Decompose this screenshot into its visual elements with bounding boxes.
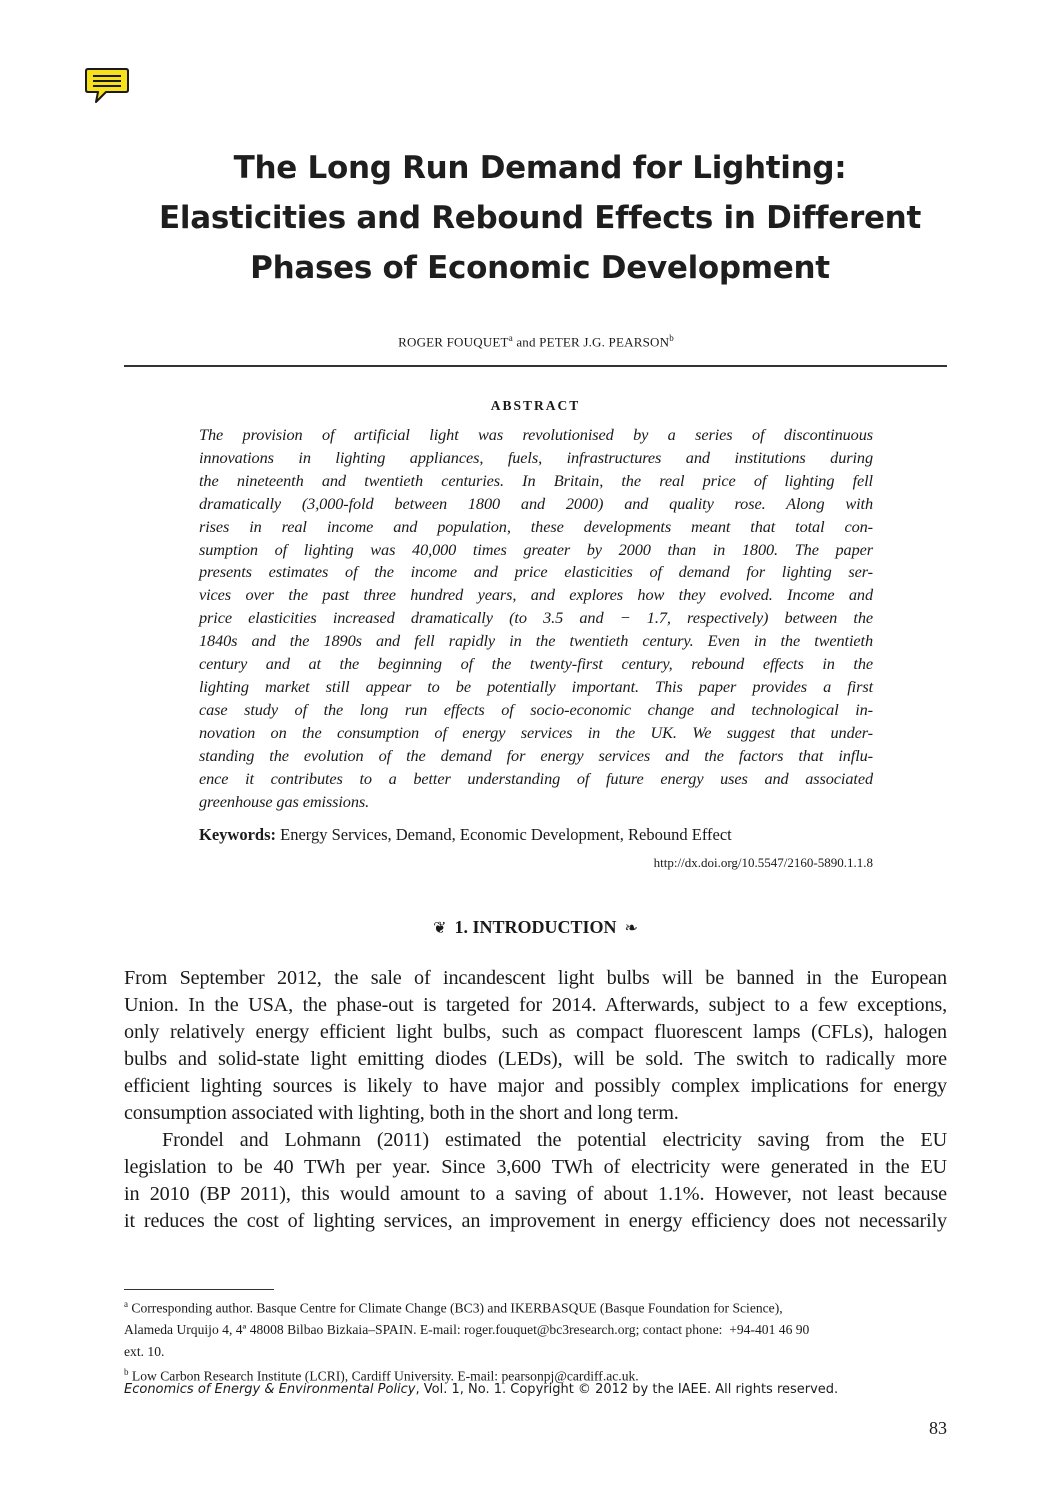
footnote-mark: a [124,1299,128,1309]
author-name: PETER J.G. PEARSON [539,334,670,350]
body-line: From September 2012, the sale of incandescent light bulbs will be banned in the European [124,967,947,989]
ornament-left-icon: ❦ [433,920,447,937]
abstract-line: standing the evolution of the demand for energy services and the factors that influ- [199,745,873,765]
abstract-line: the nineteenth and twentieth centuries. In Britain, the real price of lighting fell [199,470,873,490]
journal-name: Economics of Energy & Environmental Policy [124,1382,416,1397]
abstract-line: greenhouse gas emissions. [199,791,370,811]
paper-title [100,143,980,293]
section-heading-text: 1. INTRODUCTION [454,917,617,937]
body-line: in 2010 (BP 2011), this would amount to a saving of about 1.1%. However, not least because [124,1183,947,1205]
footnote-divider [124,1289,274,1290]
abstract-line: sumption of lighting was 40,000 times greater by 2000 than in 1800. The paper [199,539,873,559]
body-line: consumption associated with lighting, both in the short and long term. [124,1102,679,1124]
title-line: The Long Run Demand for Lighting: [233,150,847,186]
body-line: Frondel and Lohmann (2011) estimated the potential electricity saving from the EU [162,1129,947,1151]
abstract-line: innovations in lighting appliances, fuels, infrastructures and institutions during [199,447,873,467]
footnote-text: ext. 10. [124,1343,165,1359]
body-line: only relatively energy efficient light bulbs, such as compact fluorescent lamps (CFLs), halogen [124,1021,947,1043]
journal-details: , Vol. 1, No. 1. Copyright © 2012 by the IAEE. All rights reserved. [415,1382,839,1397]
body-line: it reduces the cost of lighting services, an improvement in energy efficiency does not necessarily [124,1210,947,1232]
body-line: bulbs and solid-state light emitting diodes (LEDs), will be sold. The switch to radically more [124,1048,947,1070]
abstract-line: century and at the beginning of the twenty-first century, rebound effects in the [199,654,873,674]
abstract-line: novation on the consumption of energy services in the UK. We suggest that under- [199,722,873,742]
section-heading [124,917,947,938]
abstract-line: 1840s and the 1890s and fell rapidly in the twentieth century. Even in the twentieth [199,631,873,651]
abstract-line: presents estimates of the income and price elasticities of demand for lighting ser- [199,562,873,582]
page-number: 83 [929,1418,947,1438]
abstract-line: dramatically (3,000-fold between 1800 and 2000) and quality rose. Along with [199,493,873,513]
abstract-heading: ABSTRACT [490,398,581,413]
journal-citation [124,1382,838,1397]
author-affiliation-mark: a [508,333,513,343]
header-divider [124,365,947,367]
title-line: Elasticities and Rebound Effects in Different [159,200,921,236]
abstract-line: The provision of artificial light was revolutionised by a series of discontinuous [199,425,873,444]
body-line: Union. In the USA, the phase-out is targeted for 2014. Afterwards, subject to a few exceptions, [124,994,947,1016]
body-line: efficient lighting sources is likely to have major and possibly complex implications for energy [124,1075,947,1097]
doi-link[interactable]: http://dx.doi.org/10.5547/2160-5890.1.1.8 [653,855,873,870]
title-line: Phases of Economic Development [250,250,830,286]
abstract-line: lighting market still appear to be potentially important. This paper provides a first [199,676,873,696]
abstract-line: case study of the long run effects of socio-economic change and technological in- [199,699,873,719]
keywords-text: Energy Services, Demand, Economic Development, Rebound Effect [276,825,732,844]
footnote-a [124,1294,947,1319]
keywords [199,825,732,845]
ornament-right-icon: ❧ [624,920,638,937]
abstract-line: rises in real income and population, these developments meant that total con- [199,516,873,536]
footnote-mark: b [124,1367,129,1378]
author-line [125,333,947,350]
abstract-line: ence it contributes to a better understanding of future energy uses and associated [199,768,873,788]
body-text [124,965,947,1235]
footnote-text: Corresponding author. Basque Centre for Climate Change (BC3) and IKERBASQUE (Basque Foundation for Science), [128,1300,783,1316]
abstract-line: vices over the past three hundred years, and explores how they evolved. Income and [199,585,873,605]
author-conjunction: and [512,334,540,350]
footnotes [124,1294,947,1387]
body-line: legislation to be 40 TWh per year. Since 3,600 TWh of electricity were generated in the EU [124,1156,947,1178]
footnote-text: Alameda Urquijo 4, 4ª 48008 Bilbao Bizkaia–SPAIN. E-mail: roger.fouquet@bc3research.org; contact phone: +94-401 46 90 [124,1322,810,1338]
keywords-label: Keywords: [199,825,276,844]
footnote-text: Low Carbon Research Institute (LCRI), Cardiff University. E-mail: pearsonpj@cardiff.ac.uk. [128,1368,639,1384]
author-affiliation-mark: b [669,333,674,343]
abstract-body [199,424,873,813]
comment-note-icon[interactable] [84,66,130,106]
abstract-line: price elasticities increased dramatically (to 3.5 and − 1.7, respectively) between the [199,608,873,628]
author-name: ROGER FOUQUET [398,334,509,350]
